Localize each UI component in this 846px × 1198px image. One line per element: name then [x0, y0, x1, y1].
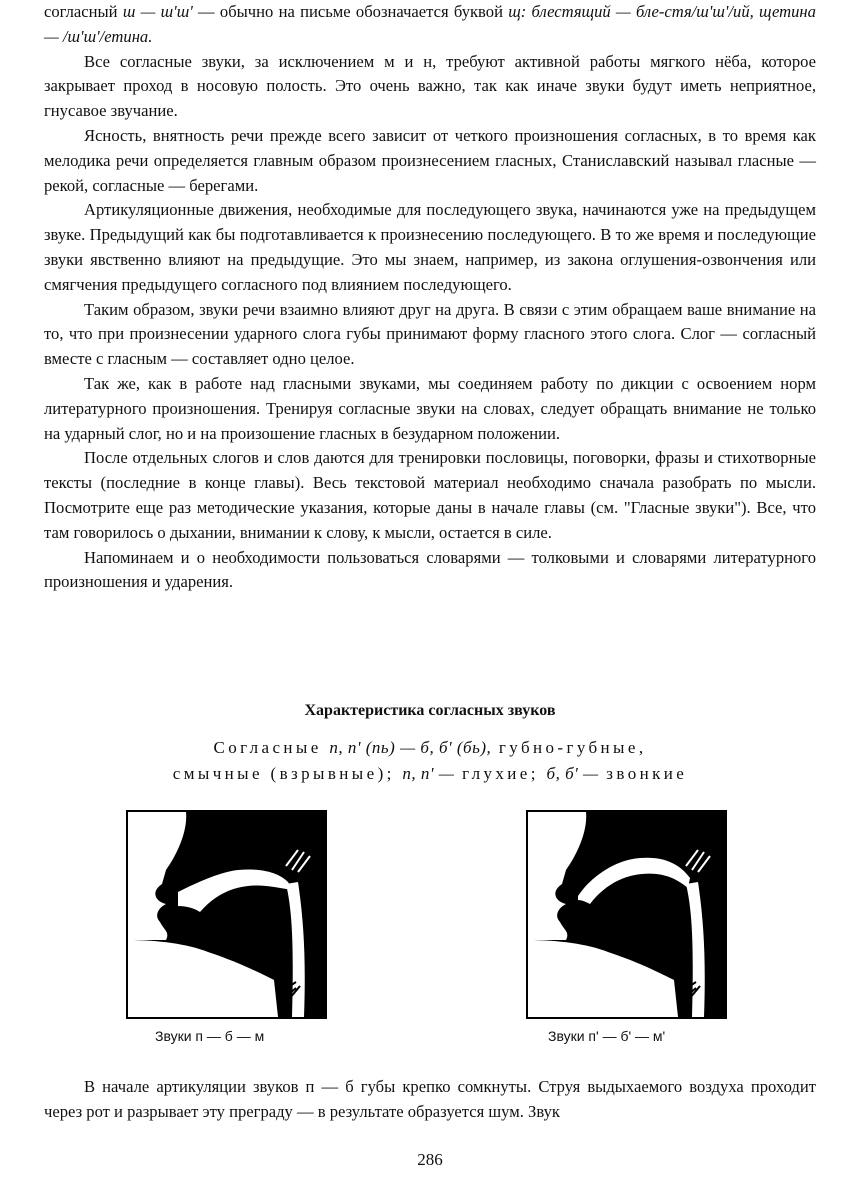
- paragraph-5: Так же, как в работе над гласными звуками, мы соединяем работу по дикции с освоением норм литературного произношения. Тренируя согласные звуки на словах, следует обращать внимание не только на ударный слог, но и на произошение гласных в безударном положении.: [44, 373, 816, 443]
- subheading-italic: п, п' —: [402, 764, 455, 783]
- figure-2-caption: Звуки п' — б' — м': [548, 1028, 666, 1044]
- head-profile-icon: [528, 812, 725, 1017]
- fragment-lead: согласный: [44, 2, 118, 21]
- bottom-paragraph: В начале артикуляции звуков п — б губы крепко сомкнуты. Струя выдыхаемого воздуха проходит через рот и разрывает эту преграду — в результате образуется шум. Звук: [44, 1077, 816, 1121]
- fragment-letter: щ:: [508, 2, 527, 21]
- fragment-examples: блестящий — бле-стя/ш'ш'/ий, щетина — /ш'ш'/етина.: [44, 2, 816, 46]
- book-page: [44, 0, 816, 1169]
- paragraph-1: Все согласные звуки, за исключением м и н, требуют активной работы мягкого нёба, которое закрывает проход в носовую полость. Это очень важно, так как иначе звуки будут иметь неприятное, гнусавое звучание.: [44, 51, 816, 121]
- subheading-line-2: [44, 764, 816, 784]
- paragraph-7: Напоминаем и о необходимости пользоваться словарями — толковыми и словарями литературного произношения и ударения.: [44, 547, 816, 592]
- paragraph-4: Таким образом, звуки речи взаимно влияют друг на друга. В связи с этим обращаем ваше внимание на то, что при произнесении ударного слога губы принимают форму гласного этого слога. Слог — согласный вместе с гласным — составляет одно целое.: [44, 299, 816, 369]
- subheading-italic: п, п' (пь) — б, б' (бь),: [329, 738, 492, 757]
- page-number: 286: [417, 1150, 443, 1169]
- subheading-word: смычные (взрывные);: [172, 764, 395, 783]
- subheading-line-1: [44, 738, 816, 758]
- paragraph-2: Ясность, внятность речи прежде всего зависит от четкого произношения согласных, в то время как мелодика речи определяется главным образом произнесением гласных, Станиславский называл гласные — рекой, согласные — берегами.: [44, 125, 816, 195]
- articulation-figure-2: [526, 810, 727, 1019]
- head-profile-icon: [128, 812, 325, 1017]
- subheading-word: звонкие: [606, 764, 688, 783]
- articulation-figure-1: [126, 810, 327, 1019]
- section-heading: Характеристика согласных звуков: [304, 702, 556, 719]
- paragraph-6: После отдельных слогов и слов даются для тренировки пословицы, поговорки, фразы и стихотворные тексты (последние в конце главы). Весь текстовой материал необходимо сначала разобрать по мысли. Посмотрите еще раз методические указания, которые даны в начале главы (см. "Гласные звуки"). Все, что там говорилось о дыхании, внимании к слову, к мысли, остается в силе.: [44, 448, 816, 542]
- fragment-formula: ш — ш'ш': [122, 2, 193, 21]
- fragment-mid: — обычно на письме обозначается буквой: [198, 2, 503, 21]
- subheading-word: глухие;: [462, 764, 539, 783]
- subheading-word: Согласные: [213, 738, 322, 757]
- subheading-italic: б, б' —: [546, 764, 599, 783]
- paragraph-3: Артикуляционные движения, необходимые для последующего звука, начинаются уже на предыдущем звуке. Предыдущий как бы подготавливается к произнесению последующего. В то же время и последующие звуки явственно влияют на предыдущие. Это мы знаем, например, из закона оглушения-озвончения или смягчения предыдущего согласного под влиянием последующего.: [44, 200, 816, 294]
- subheading-word: губно-губные,: [498, 738, 647, 757]
- figure-1-caption: Звуки п — б — м: [155, 1028, 265, 1044]
- continued-fragment: [44, 0, 816, 50]
